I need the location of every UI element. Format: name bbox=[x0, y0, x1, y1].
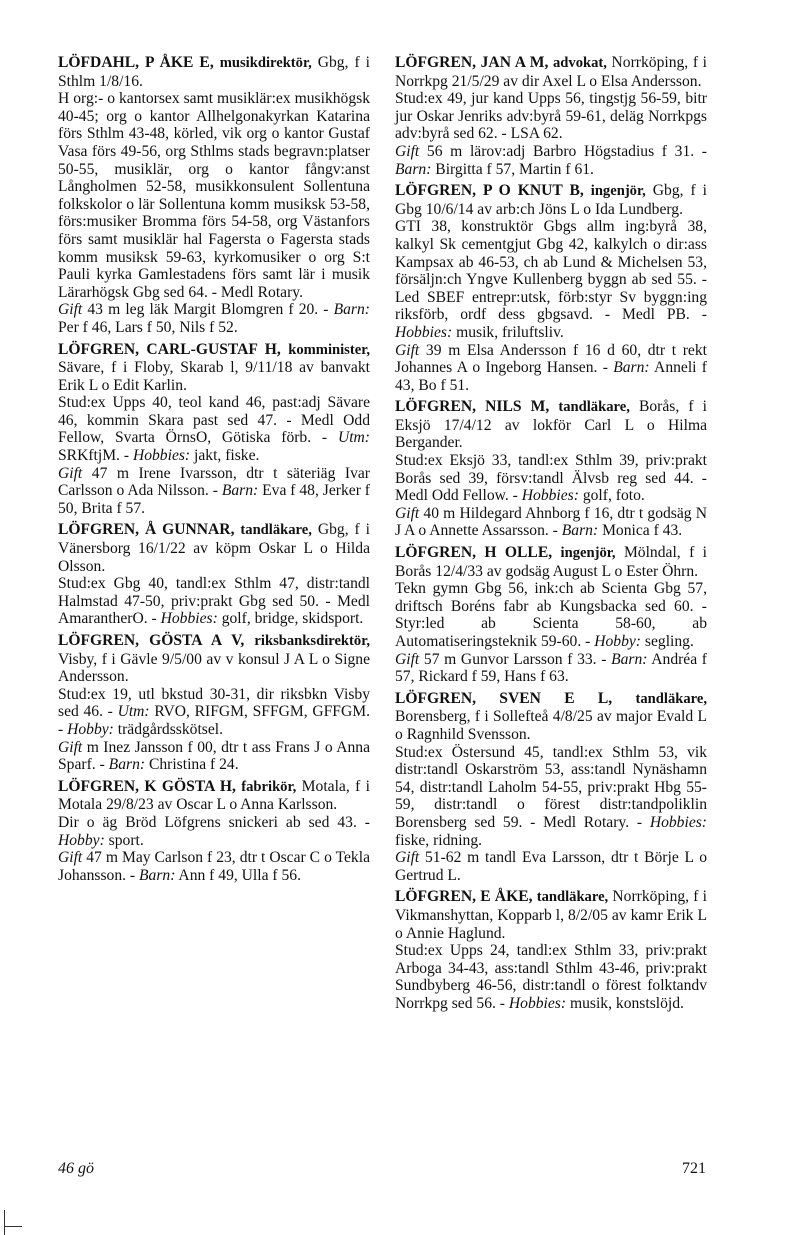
entry-text: golf, foto. bbox=[578, 487, 645, 505]
entry-text: Stud:ex Eksjö 33, tandl:ex Sthlm 39, priv:prakt Borås sed 39, försv:tandl Älvsb reg sed 44. - Medl Odd Fellow. - bbox=[395, 452, 707, 505]
person-title: riksbanksdirektör, bbox=[254, 633, 370, 649]
person-name: LÖFGREN, P O KNUT B, bbox=[395, 182, 584, 200]
field-label: Hobby: bbox=[58, 831, 105, 849]
person-name: LÖFGREN, NILS M, bbox=[395, 398, 550, 416]
entry-text: Christina f 24. bbox=[145, 756, 239, 774]
field-label: Gift bbox=[58, 738, 83, 756]
biography-entry bbox=[58, 632, 370, 774]
entry-heading bbox=[58, 521, 370, 575]
person-name: LÖFGREN, CARL-GUSTAF H, bbox=[58, 340, 281, 358]
entry-paragraph bbox=[58, 814, 370, 849]
entry-text: Anneli f 43, Bo f 51. bbox=[395, 359, 707, 394]
scan-edge bbox=[4, 1226, 22, 1227]
biography-entry bbox=[395, 54, 707, 178]
biography-entry bbox=[395, 182, 707, 394]
entry-text: SRKftjM. - bbox=[58, 447, 133, 465]
entry-paragraph bbox=[58, 575, 370, 628]
entry-paragraph bbox=[58, 849, 370, 884]
entry-paragraph bbox=[395, 849, 707, 884]
person-title: tandläkare, bbox=[240, 522, 312, 539]
entry-text: 43 m leg läk Margit Blomgren f 20. - bbox=[82, 301, 334, 319]
entry-text: musik, konstslöjd. bbox=[566, 994, 684, 1012]
entry-heading bbox=[58, 778, 370, 814]
entry-paragraph bbox=[58, 465, 370, 518]
field-label: Hobbies: bbox=[521, 487, 579, 505]
biography-entry bbox=[58, 521, 370, 628]
entry-text: Dir o äg Bröd Löfgrens snickeri ab sed 43. - bbox=[58, 813, 370, 831]
field-label: Hobby: bbox=[67, 720, 114, 738]
entry-text: golf, bridge, skidsport. bbox=[217, 610, 364, 628]
field-label: Gift bbox=[395, 849, 420, 867]
entry-text: Ann f 49, Ulla f 56. bbox=[175, 866, 301, 884]
entry-text: 40 m Hildegard Ahnborg f 16, dtr t godsäg N J A o Annette Assarsson. - bbox=[395, 504, 707, 540]
entry-heading bbox=[58, 341, 370, 395]
field-label: Barn: bbox=[333, 301, 370, 319]
entry-text: m Inez Jansson f 00, dtr t ass Frans J o Anna Sparf. - bbox=[58, 738, 370, 774]
entry-paragraph bbox=[58, 90, 370, 301]
field-label: Barn: bbox=[139, 866, 176, 884]
entry-text: fiske, ridning. bbox=[395, 831, 483, 849]
entry-text: 39 m Elsa Andersson f 16 d 60, dtr t rekt Johannes A o Ingeborg Hansen. - bbox=[395, 341, 707, 377]
field-label: Barn: bbox=[221, 482, 259, 500]
entry-text: Stud:ex 49, jur kand Upps 56, tingstjg 56-59, bitr jur Oskar Jenriks adv:byrå 59-61, deläg Norrkpgs adv:byrå sed 62. - LSA 62. bbox=[395, 90, 707, 143]
entry-paragraph bbox=[395, 342, 707, 395]
person-name: LÖFGREN, H OLLE, bbox=[395, 544, 553, 562]
entry-text: Andréa f 57, Rickard f 59, Hans f 63. bbox=[395, 650, 707, 686]
entry-text: Eva f 48, Jerker f 50, Brita f 57. bbox=[58, 482, 370, 517]
person-title: advokat, bbox=[552, 55, 607, 71]
page-number: 721 bbox=[682, 1160, 706, 1177]
entry-intro: Borensberg, f i Sollefteå 4/8/25 av major Evald L o Ragnhild Svensson. bbox=[395, 708, 707, 743]
entry-text: 47 m Irene Ivarsson, dtr t säteriäg Ivar Carlsson o Ada Nilsson. - bbox=[58, 464, 370, 500]
person-title: tandläkare, bbox=[635, 690, 707, 707]
biography-entry bbox=[58, 341, 370, 518]
entry-text: Stud:ex 19, utl bkstud 30-31, dir riksbkn Visby sed 46. - bbox=[58, 685, 370, 721]
entry-text: Stud:ex Upps 24, tandl:ex Sthlm 33, priv:prakt Arboga 34-43, ass:tandl Sthlm 43-46, priv:prakt Sundbyberg 46-56, distr:tandl o förest folktandv Norrkpg sed 56. - bbox=[395, 942, 707, 1012]
person-name: LÖFGREN, E ÅKE, bbox=[395, 888, 533, 906]
entry-heading bbox=[395, 182, 707, 218]
entry-text: Monica f 43. bbox=[598, 522, 683, 540]
entry-paragraph bbox=[395, 90, 707, 143]
entry-paragraph bbox=[395, 143, 707, 178]
field-label: Gift bbox=[395, 341, 420, 359]
entry-paragraph bbox=[395, 744, 707, 850]
person-name: LÖFGREN, Å GUNNAR, bbox=[58, 521, 235, 539]
entry-paragraph bbox=[395, 452, 707, 505]
entry-intro: Norrköping, f i Norrkpg 21/5/29 av dir Axel L o Elsa Andersson. bbox=[395, 54, 707, 90]
person-title: komminister, bbox=[288, 341, 370, 358]
entry-intro: Gbg, f i Sthlm 1/8/16. bbox=[58, 54, 370, 90]
field-label: Gift bbox=[58, 464, 83, 482]
entry-heading bbox=[395, 544, 707, 580]
entry-text: sport. bbox=[104, 831, 144, 849]
field-label: Hobbies: bbox=[649, 813, 707, 831]
person-title: tandläkare, bbox=[558, 399, 630, 416]
entry-text: musik, friluftsliv. bbox=[452, 323, 564, 341]
biography-entry bbox=[395, 398, 707, 540]
biography-entry bbox=[395, 544, 707, 686]
person-title: musikdirektör, bbox=[219, 55, 312, 71]
person-name: LÖFGREN, GÖSTA A V, bbox=[58, 632, 245, 649]
field-label: Barn: bbox=[395, 160, 432, 178]
entry-intro: Sävare, f i Floby, Skarab l, 9/11/18 av banvakt Erik L o Edit Karlin. bbox=[58, 359, 370, 394]
entry-text: 51-62 m tandl Eva Larsson, dtr t Börje L o Gertrud L. bbox=[395, 849, 707, 884]
field-label: Utm: bbox=[117, 703, 150, 721]
person-title: tandläkare, bbox=[536, 889, 609, 906]
entry-paragraph bbox=[58, 301, 370, 336]
field-label: Barn: bbox=[108, 756, 146, 774]
biography-entry bbox=[58, 54, 370, 337]
entry-heading bbox=[395, 398, 707, 452]
biography-entry bbox=[395, 888, 707, 1012]
person-name: LÖFGREN, JAN A M, bbox=[395, 54, 549, 71]
entry-intro: Gbg, f i Vänersborg 16/1/22 av köpm Oskar L o Hilda Olsson. bbox=[58, 521, 370, 575]
entry-paragraph bbox=[395, 580, 707, 650]
field-label: Hobbies: bbox=[508, 994, 567, 1012]
entry-heading bbox=[58, 54, 370, 90]
person-title: ingenjör, bbox=[560, 545, 616, 562]
field-label: Gift bbox=[395, 504, 420, 522]
entry-intro: Gbg, f i Gbg 10/6/14 av arb:ch Jöns L o Ida Lundberg. bbox=[395, 182, 707, 218]
entry-paragraph bbox=[58, 394, 370, 464]
entry-text: RVO, RIFGM, SFFGM, GFFGM. - bbox=[58, 703, 370, 738]
entry-text: Per f 46, Lars f 50, Nils f 52. bbox=[58, 318, 238, 336]
left-column bbox=[58, 54, 370, 888]
field-label: Hobbies: bbox=[395, 323, 453, 341]
entry-intro: Borås, f i Eksjö 17/4/12 av lokför Carl L o Hilma Bergander. bbox=[395, 398, 707, 452]
biography-entry bbox=[58, 778, 370, 885]
entry-paragraph bbox=[58, 686, 370, 739]
entry-text: 47 m May Carlson f 23, dtr t Oscar C o Tekla Johansson. - bbox=[58, 849, 370, 884]
field-label: Barn: bbox=[613, 359, 650, 377]
entry-heading bbox=[395, 54, 707, 90]
biography-entry bbox=[395, 690, 707, 885]
entry-paragraph bbox=[395, 505, 707, 540]
field-label: Barn: bbox=[561, 522, 599, 540]
field-label: Gift bbox=[58, 301, 83, 319]
person-name: LÖFDAHL, P ÅKE E, bbox=[58, 54, 214, 71]
field-label: Hobbies: bbox=[160, 610, 218, 628]
right-column bbox=[395, 54, 707, 1016]
entry-text: jakt, fiske. bbox=[190, 447, 260, 465]
entry-text: Stud:ex Upps 40, teol kand 46, past:adj Sävare 46, kommin Skara past sed 47. - Medl Odd Fellow, Svarta ÖrnsO, Götiska förb. - bbox=[58, 394, 370, 447]
field-label: Gift bbox=[58, 849, 83, 867]
field-label: Gift bbox=[395, 650, 420, 668]
signature-mark: 46 gö bbox=[58, 1160, 94, 1177]
field-label: Barn: bbox=[611, 650, 648, 668]
entry-intro: Visby, f i Gävle 9/5/00 av v konsul J A L o Signe Andersson. bbox=[58, 650, 370, 686]
entry-text: Tekn gymn Gbg 56, ink:ch ab Scienta Gbg 57, driftsch Boréns fabr ab Kungsbacka sed 60. - Styr:led ab Scienta 58-60, ab Automatiseringsteknik 59-60. - bbox=[395, 580, 707, 650]
entry-text: Stud:ex Östersund 45, tandl:ex Sthlm 53, vik distr:tandl Oskarström 53, ass:tandl Nynäshamn 54, distr:tandl Laholm 54-55, priv:prakt Hbg 55-59, distr:tandl o förest distr:tandpoliklin Borensberg sed 59. - Medl Rotary. - bbox=[395, 743, 707, 831]
entry-paragraph bbox=[395, 651, 707, 686]
entry-heading bbox=[395, 690, 707, 744]
entry-text: GTI 38, konstruktör Gbgs allm ing:byrå 38, kalkyl Sk cementgjut Gbg 42, kalkylch o dir:ass Kampsax ab 46-53, ch ab Lund & Michelsen 53, försäljn:ch Yngve Kullenberg byggn ab sed 55. - Led SBEF entrepr:utsk, förb:styr Sv byggn:ing riksförb, ordf dess gbgsavd. - Medl PB. - bbox=[395, 218, 707, 324]
person-name: LÖFGREN, K GÖSTA H, bbox=[58, 777, 236, 795]
entry-paragraph bbox=[395, 942, 707, 1012]
scan-edge bbox=[4, 1210, 5, 1235]
field-label: Hobby: bbox=[594, 633, 642, 650]
field-label: Hobbies: bbox=[132, 447, 191, 465]
entry-paragraph bbox=[395, 218, 707, 341]
entry-text: H org:- o kantorsex samt musiklär:ex musikhögsk 40-45; org o kantor Allhelgonakyrkan Katarina förs Sthlm 43-48, körled, vik org o kantor Gustaf Vasa förs 49-56, org Sthlms stads begravn:platser 50-55, musiklär, org o kantor fångv:anst Långholmen 52-58, musikkonsulent Sollentuna folkskolor o lär Sollentuna komm musiksk 53-58, förs:musiker Bromma förs 54-58, org Västanfors förs samt musiklär hal Fagersta o Fagersta stads komm musiksk 59-63, kyrkomusiker o org S:t Pauli kyrka Gamlestadens förs samt lär i musik Lärarhögsk Gbg sed 64. - Medl Rotary. bbox=[58, 90, 370, 301]
entry-text: 57 m Gunvor Larsson f 33. - bbox=[419, 650, 612, 668]
entry-heading bbox=[395, 888, 707, 942]
person-title: ingenjör, bbox=[590, 183, 646, 200]
entry-text: Stud:ex Gbg 40, tandl:ex Sthlm 47, distr:tandl Halmstad 47-50, priv:prakt Gbg sed 50. - Medl AmarantherO. - bbox=[58, 575, 370, 628]
field-label: Gift bbox=[395, 142, 420, 160]
entry-intro: Mölndal, f i Borås 12/4/33 av godsäg August L o Ester Öhrn. bbox=[395, 544, 707, 580]
person-title: fabrikör, bbox=[241, 778, 297, 795]
entry-text: Birgitta f 57, Martin f 61. bbox=[431, 160, 594, 178]
field-label: Utm: bbox=[337, 429, 370, 447]
entry-paragraph bbox=[58, 739, 370, 774]
entry-intro: Norrköping, f i Vikmanshyttan, Kopparb l, 8/2/05 av kamr Erik L o Annie Haglund. bbox=[395, 888, 707, 942]
entry-text: 56 m lärov:adj Barbro Högstadius f 31. - bbox=[419, 142, 707, 160]
entry-heading bbox=[58, 632, 370, 686]
entry-text: segling. bbox=[641, 633, 694, 650]
person-name: LÖFGREN, SVEN E L, bbox=[395, 689, 613, 707]
entry-intro: Motala, f i Motala 29/8/23 av Oscar L o Anna Karlsson. bbox=[58, 777, 371, 814]
entry-text: trädgårdsskötsel. bbox=[113, 720, 224, 738]
